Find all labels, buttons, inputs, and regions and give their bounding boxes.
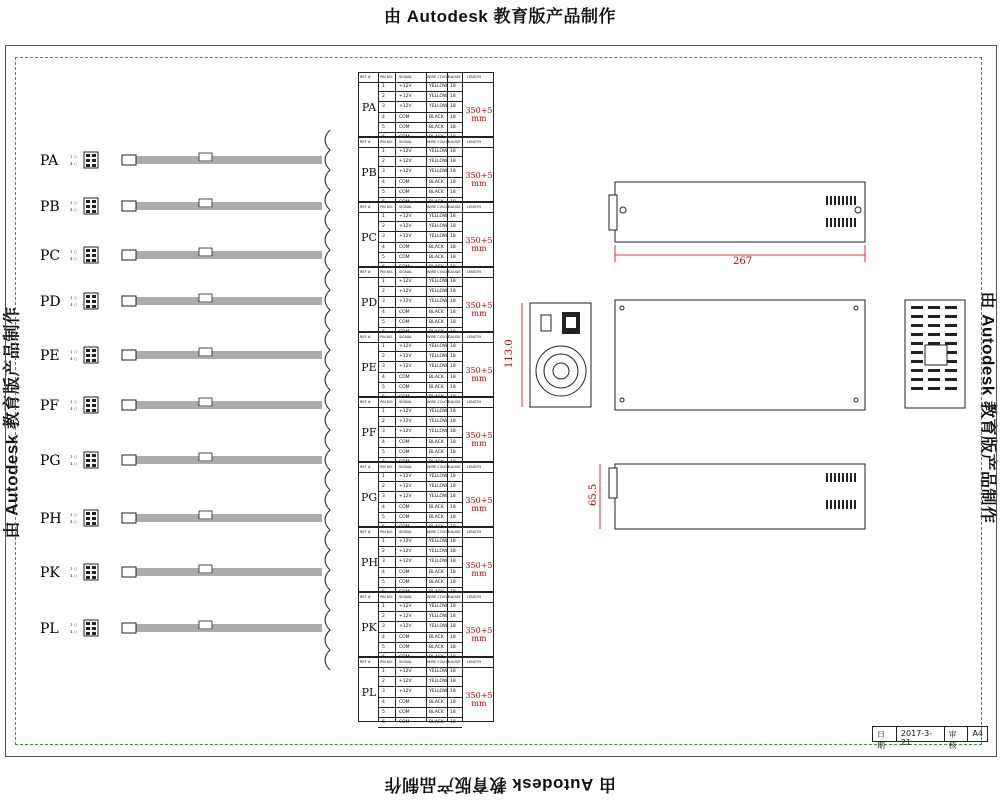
psu-front-view xyxy=(530,303,591,407)
table-ref: PE xyxy=(361,361,377,374)
cable-pg xyxy=(40,452,322,469)
pinout-table-pk: REF # PIN NO. SIGNAL WIRE COLOR GAUGE LENGTH PK 1 +12V YELLOW 18 2 +12V YELLOW 18 3 +12V YELLOW 18 4 COM BLACK 18 5 COM BLACK 18 350+5 mm xyxy=(358,592,494,657)
break-line xyxy=(325,130,330,670)
pinout-table-pg: REF # PIN NO. SIGNAL WIRE COLOR GAUGE LENGTH PG 1 +12V YELLOW 18 2 +12V YELLOW 18 3 +12V YELLOW 18 4 COM BLACK 18 5 COM BLACK 18 350+5 mm xyxy=(358,462,494,527)
svg-text:4 ○: 4 ○ xyxy=(70,519,78,524)
svg-text:4 ○: 4 ○ xyxy=(70,461,78,466)
svg-text:1 ○: 1 ○ xyxy=(70,154,78,159)
svg-text:1 ○: 1 ○ xyxy=(70,512,78,517)
cable-ph xyxy=(40,510,322,527)
svg-text:1 ○: 1 ○ xyxy=(70,399,78,404)
pinout-table-pf: REF # PIN NO. SIGNAL WIRE COLOR GAUGE LENGTH PF 1 +12V YELLOW 18 2 +12V YELLOW 18 3 +12V YELLOW 18 4 COM BLACK 18 5 COM BLACK 18 350+5 mm xyxy=(358,397,494,462)
title-block-sheet-label: 审核 xyxy=(945,727,969,741)
cable-pl xyxy=(40,620,322,637)
svg-text:1 ○: 1 ○ xyxy=(70,249,78,254)
svg-text:1 ○: 1 ○ xyxy=(70,622,78,627)
svg-text:4 ○: 4 ○ xyxy=(70,406,78,411)
psu-side-view xyxy=(615,300,865,410)
svg-text:4 ○: 4 ○ xyxy=(70,356,78,361)
table-ref: PB xyxy=(361,166,377,179)
pinout-table-pl: REF # PIN NO. SIGNAL WIRE COLOR GAUGE LENGTH PL 1 +12V YELLOW 18 2 +12V YELLOW 18 3 +12V YELLOW 18 4 COM BLACK 18 5 COM BLACK 18 6 COM BLACK 18 350+5 mm xyxy=(358,657,494,722)
watermark-bottom: 由 Autodesk 教育版产品制作 xyxy=(384,775,616,794)
psu-top-view xyxy=(615,182,865,242)
table-ref: PK xyxy=(361,621,377,634)
table-length: 350+5 mm xyxy=(465,496,493,513)
table-length: 350+5 mm xyxy=(465,366,493,383)
svg-text:1 ○: 1 ○ xyxy=(70,566,78,571)
dim-depth: 65.5 xyxy=(588,483,599,506)
svg-text:4 ○: 4 ○ xyxy=(70,629,78,634)
table-length: 350+5 mm xyxy=(465,431,493,448)
svg-text:1 ○: 1 ○ xyxy=(70,349,78,354)
pinout-table-ph: REF # PIN NO. SIGNAL WIRE COLOR GAUGE LENGTH PH 1 +12V YELLOW 18 2 +12V YELLOW 18 3 +12V YELLOW 18 4 COM BLACK 18 5 COM BLACK 18 350+5 mm xyxy=(358,527,494,592)
watermark-top: 由 Autodesk 教育版产品制作 xyxy=(384,7,616,26)
title-block-date: 2017-3-21 xyxy=(897,727,945,741)
title-block xyxy=(872,726,988,750)
svg-text:4 ○: 4 ○ xyxy=(70,256,78,261)
svg-text:4 ○: 4 ○ xyxy=(70,573,78,578)
connector-label: PC xyxy=(40,248,61,264)
connector-label: PL xyxy=(40,621,59,637)
watermark-left: 由 Autodesk 教育版产品制作 xyxy=(2,306,22,539)
dim-height: 113.0 xyxy=(504,339,515,368)
svg-text:4 ○: 4 ○ xyxy=(70,207,78,212)
pinout-table-pc: REF # PIN NO. SIGNAL WIRE COLOR GAUGE LENGTH PC 1 +12V YELLOW 18 2 +12V YELLOW 18 3 +12V YELLOW 18 4 COM BLACK 18 5 COM BLACK 18 350+5 mm xyxy=(358,202,494,267)
cable-pe xyxy=(40,347,322,364)
table-ref: PG xyxy=(361,491,378,504)
table-length: 350+5 mm xyxy=(465,691,493,708)
table-length: 350+5 mm xyxy=(465,236,493,253)
cable-pk xyxy=(40,564,322,581)
cable-pb xyxy=(40,198,322,215)
table-ref: PA xyxy=(361,101,377,114)
pinout-table-pa: REF # PIN NO. SIGNAL WIRE COLOR GAUGE LENGTH PA 1 +12V YELLOW 18 2 +12V YELLOW 18 3 +12V YELLOW 18 4 COM BLACK 18 5 COM BLACK 18 350+5 mm xyxy=(358,72,494,137)
watermark-right: 由 Autodesk 教育版产品制作 xyxy=(978,291,998,524)
table-length: 350+5 mm xyxy=(465,626,493,643)
pinout-tables xyxy=(358,72,494,725)
connector-label: PE xyxy=(40,348,60,364)
svg-text:1 ○: 1 ○ xyxy=(70,454,78,459)
cable-pf xyxy=(40,397,322,414)
cable-pa xyxy=(40,152,322,169)
table-length: 350+5 mm xyxy=(465,301,493,318)
cable-group xyxy=(40,130,330,670)
svg-text:4 ○: 4 ○ xyxy=(70,302,78,307)
table-length: 350+5 mm xyxy=(465,171,493,188)
svg-text:1 ○: 1 ○ xyxy=(70,200,78,205)
table-ref: PC xyxy=(361,231,377,244)
pinout-table-pd: REF # PIN NO. SIGNAL WIRE COLOR GAUGE LENGTH PD 1 +12V YELLOW 18 2 +12V YELLOW 18 3 +12V YELLOW 18 4 COM BLACK 18 5 COM BLACK 18 350+5 mm xyxy=(358,267,494,332)
table-ref: PH xyxy=(361,556,378,569)
table-length: 350+5 mm xyxy=(465,561,493,578)
table-length: 350+5 mm xyxy=(465,106,493,123)
table-ref: PF xyxy=(361,426,377,439)
title-block-label: 日期 xyxy=(873,727,897,741)
connector-label: PB xyxy=(40,199,60,215)
cable-pd xyxy=(40,293,322,310)
psu-views xyxy=(504,182,965,529)
svg-text:1 ○: 1 ○ xyxy=(70,295,78,300)
table-ref: PL xyxy=(361,686,377,699)
connector-label: PA xyxy=(40,153,59,169)
table-ref: PD xyxy=(361,296,378,309)
connector-label: PH xyxy=(40,511,62,527)
connector-label: PG xyxy=(40,453,61,469)
cable-pc xyxy=(40,247,322,264)
connector-label: PK xyxy=(40,565,60,581)
dim-length: 267 xyxy=(733,256,753,267)
connector-label: PF xyxy=(40,398,60,414)
pinout-table-pb: REF # PIN NO. SIGNAL WIRE COLOR GAUGE LENGTH PB 1 +12V YELLOW 18 2 +12V YELLOW 18 3 +12V YELLOW 18 4 COM BLACK 18 5 COM BLACK 18 350+5 mm xyxy=(358,137,494,202)
title-block-sheet: A4 xyxy=(972,729,984,738)
pinout-table-pe: REF # PIN NO. SIGNAL WIRE COLOR GAUGE LENGTH PE 1 +12V YELLOW 18 2 +12V YELLOW 18 3 +12V YELLOW 18 4 COM BLACK 18 5 COM BLACK 18 350+5 mm xyxy=(358,332,494,397)
svg-text:4 ○: 4 ○ xyxy=(70,161,78,166)
connector-label: PD xyxy=(40,294,61,310)
